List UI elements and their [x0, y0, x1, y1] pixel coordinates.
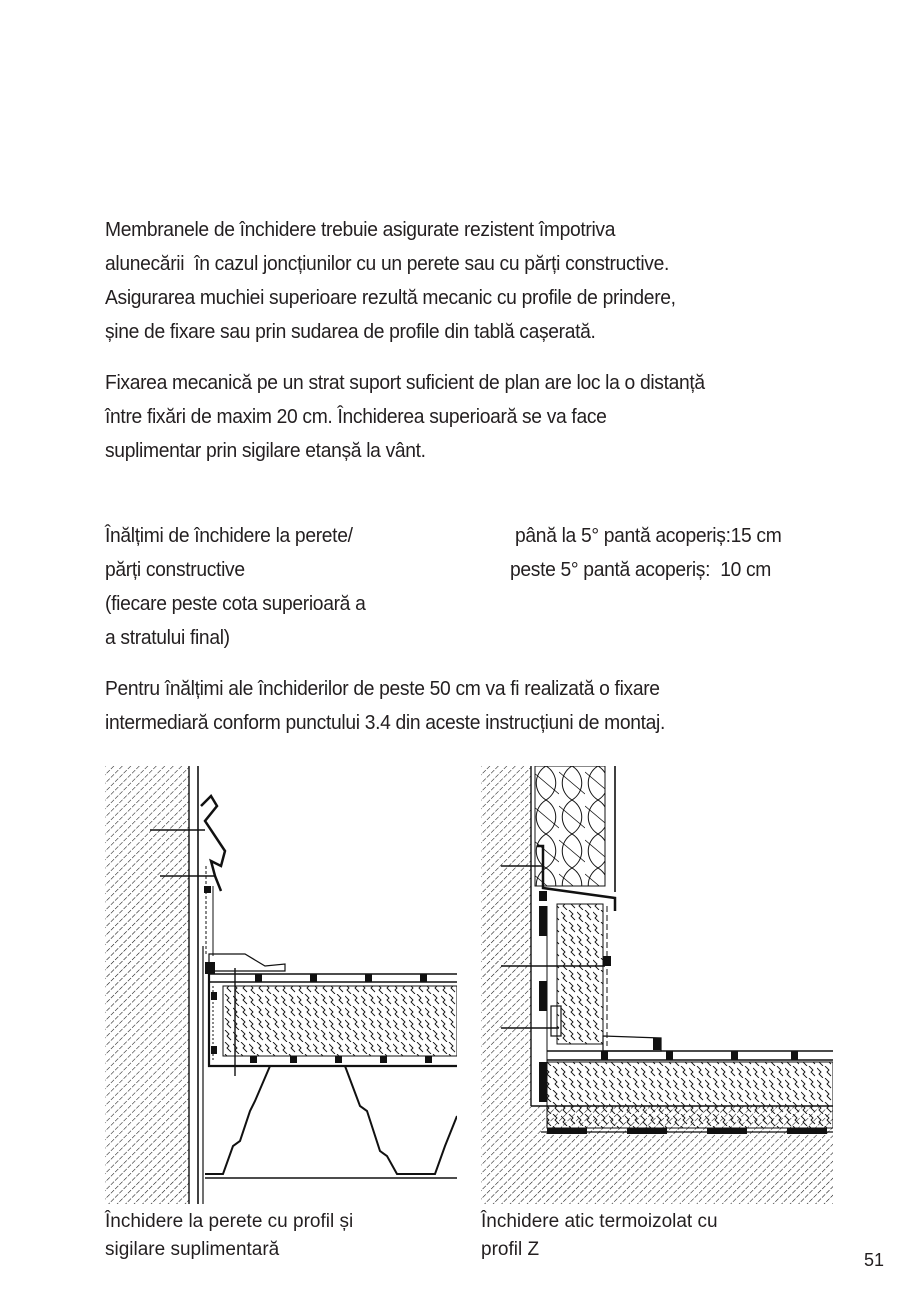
text-line: șine de fixare sau prin sudarea de profile din tablă cașerată. — [105, 320, 596, 343]
figure-caption — [481, 1208, 718, 1264]
text-line: între fixări de maxim 20 cm. Închiderea superioară se va face — [105, 405, 607, 428]
text-line: părți constructive — [105, 558, 245, 581]
text-line: (fiecare peste cota superioară a — [105, 592, 366, 615]
text-line: Înălțimi de închidere la perete/ — [105, 524, 353, 547]
caption-line: profil Z — [481, 1239, 540, 1260]
caption-line: Închidere atic termoizolat cu — [481, 1211, 718, 1232]
text-line: peste 5° pantă acoperiș: 10 cm — [510, 558, 772, 581]
text-line: Fixarea mecanică pe un strat suport suficient de plan are loc la o distanță — [105, 371, 705, 394]
text-line: suplimentar prin sigilare etanșă la vânt. — [105, 439, 426, 462]
intro-paragraph — [105, 213, 801, 349]
text-line: a stratului final) — [105, 626, 230, 649]
wall-closure-drawing — [105, 766, 457, 1206]
text-line: Membranele de închidere trebuie asigurate rezistent împotriva — [105, 218, 616, 241]
heights-label — [105, 519, 365, 655]
text-line: Asigurarea muchiei superioare rezultă mecanic cu profile de prindere, — [105, 286, 676, 309]
figure-caption — [105, 1208, 353, 1264]
heights-values — [510, 519, 781, 587]
caption-line: Închidere la perete cu profil și — [105, 1211, 354, 1232]
text-line: până la 5° pantă acoperiș:15 cm — [510, 524, 782, 547]
parapet-closure-drawing — [481, 766, 833, 1206]
text-line: Pentru înălțimi ale închiderilor de peste 50 cm va fi realizată o fixare — [105, 677, 660, 700]
text-line: intermediară conform punctului 3.4 din aceste instrucțiuni de montaj. — [105, 711, 666, 734]
text-line: alunecării în cazul joncțiunilor cu un perete sau cu părți constructive. — [105, 252, 670, 275]
note-paragraph — [105, 672, 801, 740]
page-number: 51 — [864, 1250, 885, 1270]
fixing-paragraph — [105, 366, 801, 468]
caption-line: sigilare suplimentară — [105, 1239, 280, 1260]
